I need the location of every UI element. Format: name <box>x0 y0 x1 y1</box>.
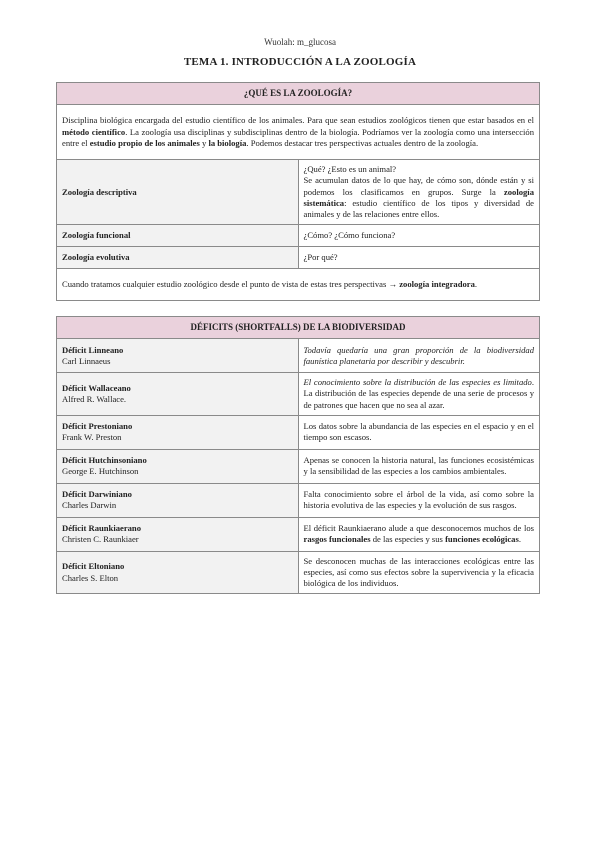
deficit-label: Déficit Wallaceano Alfred R. Wallace. <box>57 373 299 416</box>
deficit-text: Todavía quedaría una gran proporción de la biodiversidad faunística planetaria por describir y descubrir. <box>298 339 540 373</box>
zoologia-footer: Cuando tratamos cualquier estudio zoológico desde el punto de vista de estas tres perspectivas → zoología integradora. <box>57 269 540 301</box>
deficits-table <box>56 316 540 594</box>
deficits-heading: DÉFICITS (SHORTFALLS) DE LA BIODIVERSIDAD <box>57 317 540 339</box>
deficit-label: Déficit Eltoniano Charles S. Elton <box>57 551 299 594</box>
zoologia-intro: Disciplina biológica encargada del estudio científico de los animales. Para que sean estudios zoológicos tienen que estar basados en el método científico. La zoología usa disciplinas y subdisciplinas dentro de la biología. Podríamos ver la zoología como una intersección entre el estudio propio de los animales y la biología. Podemos destacar tres perspectivas actuales dentro de la zoología. <box>57 105 540 160</box>
row-label-funcional: Zoología funcional <box>57 225 299 247</box>
deficit-text: Apenas se conocen la historia natural, las funciones ecosistémicas y la sensibilidad de las especies a los cambios ambientales. <box>298 449 540 483</box>
row-text-descriptiva: ¿Qué? ¿Esto es un animal? Se acumulan datos de lo que hay, de cómo son, dónde están y si podemos los clasificamos en grupos. Surge la zoología sistemática: estudio científico de los tipos y diversidad de animales y de las relaciones entre ellos. <box>298 160 540 225</box>
row-text-funcional: ¿Cómo? ¿Cómo funciona? <box>298 225 540 247</box>
deficit-label: Déficit Darwiniano Charles Darwin <box>57 483 299 517</box>
deficit-text: Falta conocimiento sobre el árbol de la vida, así como sobre la historia evolutiva de las especies y la evolución de sus rasgos. <box>298 483 540 517</box>
row-text-evolutiva: ¿Por qué? <box>298 247 540 269</box>
zoologia-heading: ¿QUÉ ES LA ZOOLOGÍA? <box>57 83 540 105</box>
deficit-label: Déficit Linneano Carl Linnaeus <box>57 339 299 373</box>
deficit-label: Déficit Raunkiaerano Christen C. Raunkiaer <box>57 517 299 551</box>
deficit-label: Déficit Hutchinsoniano George E. Hutchinson <box>57 449 299 483</box>
deficit-text: Se desconocen muchas de las interacciones ecológicas entre las especies, así como sus efectos sobre la supervivencia y la eficacia biológica de los individuos. <box>298 551 540 594</box>
deficit-label: Déficit Prestoniano Frank W. Preston <box>57 415 299 449</box>
deficit-text: El conocimiento sobre la distribución de las especies es limitado. La distribución de las especies depende de una serie de procesos y de patrones que hacen que no sea al azar. <box>298 373 540 416</box>
row-label-evolutiva: Zoología evolutiva <box>57 247 299 269</box>
zoologia-table <box>56 82 540 301</box>
row-label-descriptiva: Zoología descriptiva <box>57 160 299 225</box>
deficit-text: Los datos sobre la abundancia de las especies en el espacio y en el tiempo son escasos. <box>298 415 540 449</box>
deficit-text: El déficit Raunkiaerano alude a que desconocemos muchos de los rasgos funcionales de las especies y sus funciones ecológicas. <box>298 517 540 551</box>
page-title: TEMA 1. INTRODUCCIÓN A LA ZOOLOGÍA <box>183 56 417 68</box>
watermark-text: Wuolah: m_glucosa <box>264 37 336 47</box>
